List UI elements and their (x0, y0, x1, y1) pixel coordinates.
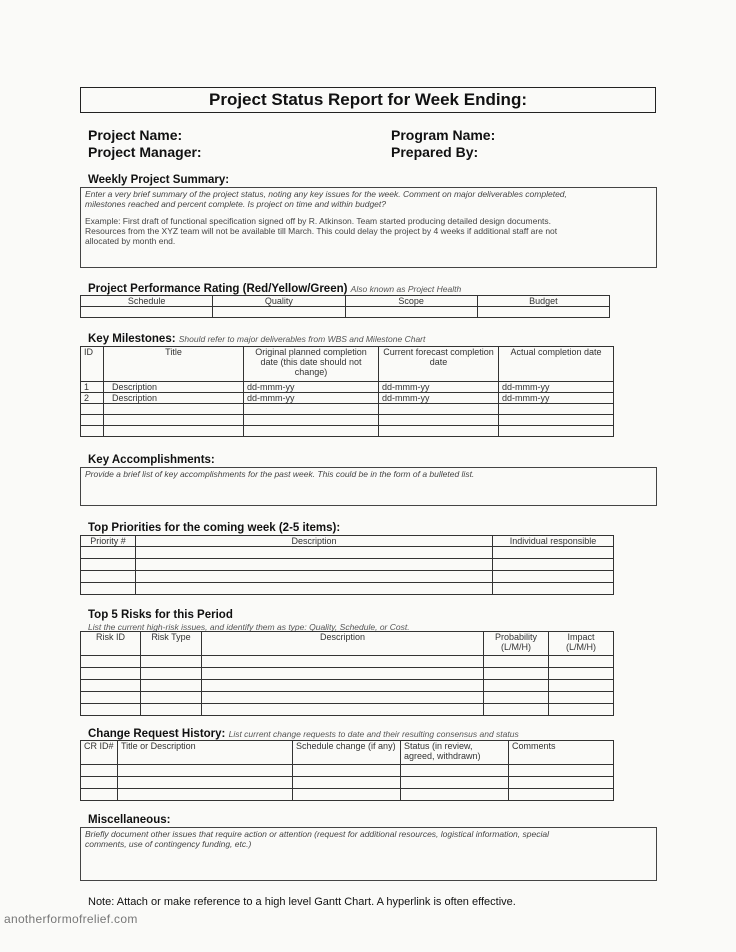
risks-note: List the current high-risk issues, and identify them as type: Quality, Schedule, or Cost. (88, 622, 410, 632)
ms-cell[interactable] (81, 404, 104, 415)
cr-cell[interactable] (509, 777, 614, 789)
risk-cell[interactable] (141, 692, 202, 704)
risk-cell[interactable] (81, 656, 141, 668)
table-row (81, 404, 614, 415)
ms-row2-planned[interactable]: dd-mmm-yy (244, 393, 379, 404)
risk-cell[interactable] (484, 704, 549, 716)
program-name-label: Program Name: (391, 127, 496, 143)
misc-heading: Miscellaneous: (88, 814, 171, 826)
risk-cell[interactable] (549, 704, 614, 716)
ms-col-actual: Actual completion date (499, 347, 614, 382)
ms-row1-actual[interactable]: dd-mmm-yy (499, 382, 614, 393)
cr-col-title: Title or Description (118, 741, 293, 765)
weekly-summary-box[interactable] (80, 187, 657, 268)
ms-cell[interactable] (244, 404, 379, 415)
cr-col-schedule: Schedule change (if any) (293, 741, 401, 765)
accomplishments-heading: Key Accomplishments: (88, 454, 215, 466)
risk-cell[interactable] (81, 692, 141, 704)
prio-cell[interactable] (136, 583, 493, 595)
risk-cell[interactable] (202, 668, 484, 680)
ms-cell[interactable] (104, 404, 244, 415)
risk-cell[interactable] (549, 680, 614, 692)
prio-cell[interactable] (81, 571, 136, 583)
cr-cell[interactable] (118, 765, 293, 777)
performance-heading-text: Project Performance Rating (Red/Yellow/Green) (88, 283, 348, 295)
ms-cell[interactable] (104, 426, 244, 437)
table-row (81, 777, 614, 789)
risk-cell[interactable] (202, 692, 484, 704)
ms-row1-planned[interactable]: dd-mmm-yy (244, 382, 379, 393)
ms-col-id: ID (81, 347, 104, 382)
perf-cell-budget[interactable] (477, 307, 609, 318)
risks-table (80, 631, 614, 716)
project-name-label: Project Name: (88, 127, 183, 143)
cr-cell[interactable] (293, 765, 401, 777)
perf-col-schedule: Schedule (81, 296, 213, 307)
prio-cell[interactable] (81, 583, 136, 595)
ms-cell[interactable] (379, 415, 499, 426)
prio-col-responsible: Individual responsible (493, 536, 614, 547)
cr-cell[interactable] (401, 765, 509, 777)
ms-cell[interactable] (104, 415, 244, 426)
table-row (81, 583, 614, 595)
accomplishments-text: Provide a brief list of key accomplishments for the past week. This could be in the form of a bulleted list. (85, 469, 475, 479)
prio-col-description: Description (136, 536, 493, 547)
table-row (81, 547, 614, 559)
ms-cell[interactable] (379, 426, 499, 437)
prio-cell[interactable] (493, 571, 614, 583)
weekly-summary-example2: Resources from the XYZ team will not be available till March. This could delay the project by 4 weeks if additional staff are not (85, 226, 558, 236)
risk-cell[interactable] (81, 668, 141, 680)
watermark: anotherformofrelief.com (4, 912, 138, 926)
prio-cell[interactable] (81, 559, 136, 571)
risk-col-type: Risk Type (141, 632, 202, 656)
cr-cell[interactable] (118, 789, 293, 801)
ms-row2-actual[interactable]: dd-mmm-yy (499, 393, 614, 404)
misc-line1: Briefly document other issues that require action or attention (request for additional resources, logistical information, special (85, 829, 549, 839)
change-requests-heading-text: Change Request History: (88, 728, 226, 740)
prio-cell[interactable] (136, 559, 493, 571)
perf-col-quality: Quality (213, 296, 345, 307)
risk-col-impact: Impact (L/M/H) (549, 632, 614, 656)
cr-cell[interactable] (81, 777, 118, 789)
ms-cell[interactable] (81, 415, 104, 426)
risk-cell[interactable] (484, 668, 549, 680)
table-row (81, 765, 614, 777)
prio-col-number: Priority # (81, 536, 136, 547)
risk-cell[interactable] (484, 692, 549, 704)
project-manager-label: Project Manager: (88, 144, 202, 160)
ms-col-title: Title (104, 347, 244, 382)
cr-cell[interactable] (81, 765, 118, 777)
ms-cell[interactable] (499, 426, 614, 437)
weekly-summary-line1: Enter a very brief summary of the project status, noting any key issues for the week. Comment on major deliverables completed, (85, 189, 567, 199)
weekly-summary-heading: Weekly Project Summary: (88, 174, 230, 186)
table-row (81, 415, 614, 426)
risk-cell[interactable] (81, 704, 141, 716)
table-row (81, 559, 614, 571)
cr-cell[interactable] (509, 765, 614, 777)
performance-table (80, 295, 610, 318)
table-row (81, 668, 614, 680)
ms-row2-id[interactable]: 2 (81, 393, 104, 404)
risk-cell[interactable] (484, 680, 549, 692)
risks-heading: Top 5 Risks for this Period (88, 609, 233, 621)
cr-cell[interactable] (293, 789, 401, 801)
cr-col-status: Status (in review, agreed, withdrawn) (401, 741, 509, 765)
risk-col-id: Risk ID (81, 632, 141, 656)
risk-cell[interactable] (141, 668, 202, 680)
risk-cell[interactable] (549, 656, 614, 668)
risk-cell[interactable] (141, 656, 202, 668)
ms-cell[interactable] (244, 415, 379, 426)
risk-cell[interactable] (202, 680, 484, 692)
ms-cell[interactable] (244, 426, 379, 437)
prio-cell[interactable] (493, 547, 614, 559)
ms-row1-forecast[interactable]: dd-mmm-yy (379, 382, 499, 393)
perf-cell-quality[interactable] (213, 307, 345, 318)
cr-cell[interactable] (401, 789, 509, 801)
misc-box[interactable] (80, 827, 657, 881)
risk-cell[interactable] (141, 680, 202, 692)
prepared-by-label: Prepared By: (391, 144, 479, 160)
weekly-summary-line2: milestones reached and percent complete. Is project on time and within budget? (85, 199, 386, 209)
risk-cell[interactable] (484, 656, 549, 668)
table-row (81, 680, 614, 692)
risk-cell[interactable] (202, 656, 484, 668)
perf-col-scope: Scope (345, 296, 477, 307)
ms-cell[interactable] (379, 404, 499, 415)
table-row (81, 571, 614, 583)
milestones-table (80, 346, 614, 437)
weekly-summary-example1: Example: First draft of functional specification signed off by R. Atkinson. Team started producing detailed design documents. (85, 216, 552, 226)
ms-row2-title[interactable]: Description (104, 393, 244, 404)
table-row (81, 656, 614, 668)
ms-col-planned: Original planned completion date (this date should not change) (244, 347, 379, 382)
cr-cell[interactable] (81, 789, 118, 801)
prio-cell[interactable] (136, 547, 493, 559)
footer-note: Note: Attach or make reference to a high level Gantt Chart. A hyperlink is often effective. (88, 896, 516, 908)
change-requests-table (80, 740, 614, 801)
risk-cell[interactable] (549, 692, 614, 704)
risk-col-probability: Probability (L/M/H) (484, 632, 549, 656)
table-row (81, 382, 614, 393)
risk-cell[interactable] (549, 668, 614, 680)
risk-cell[interactable] (202, 704, 484, 716)
ms-cell[interactable] (499, 415, 614, 426)
ms-cell[interactable] (81, 426, 104, 437)
weekly-summary-example3: allocated by month end. (85, 236, 176, 246)
table-row (81, 704, 614, 716)
risk-cell[interactable] (141, 704, 202, 716)
prio-cell[interactable] (81, 547, 136, 559)
misc-line2: comments, use of contingency funding, etc.) (85, 839, 252, 849)
priorities-heading: Top Priorities for the coming week (2-5 items): (88, 522, 341, 534)
cr-col-id: CR ID# (81, 741, 118, 765)
cr-cell[interactable] (293, 777, 401, 789)
risk-col-description: Description (202, 632, 484, 656)
cr-col-comments: Comments (509, 741, 614, 765)
prio-cell[interactable] (493, 559, 614, 571)
prio-cell[interactable] (493, 583, 614, 595)
report-title: Project Status Report for Week Ending: (80, 87, 656, 113)
cr-cell[interactable] (509, 789, 614, 801)
perf-col-budget: Budget (477, 296, 609, 307)
ms-cell[interactable] (499, 404, 614, 415)
ms-row1-title[interactable]: Description (104, 382, 244, 393)
risk-cell[interactable] (81, 680, 141, 692)
cr-cell[interactable] (118, 777, 293, 789)
perf-cell-schedule[interactable] (81, 307, 213, 318)
performance-note: Also known as Project Health (350, 284, 462, 294)
perf-cell-scope[interactable] (345, 307, 477, 318)
milestones-heading-text: Key Milestones: (88, 333, 176, 345)
cr-cell[interactable] (401, 777, 509, 789)
ms-row1-id[interactable]: 1 (81, 382, 104, 393)
table-row (81, 393, 614, 404)
prio-cell[interactable] (136, 571, 493, 583)
table-row (81, 426, 614, 437)
ms-col-forecast: Current forecast completion date (379, 347, 499, 382)
ms-row2-forecast[interactable]: dd-mmm-yy (379, 393, 499, 404)
change-requests-note: List current change requests to date and their resulting consensus and status (228, 729, 519, 739)
accomplishments-box[interactable] (80, 467, 657, 506)
table-row (81, 692, 614, 704)
milestones-heading (88, 333, 425, 346)
priorities-table (80, 535, 614, 595)
table-row (81, 789, 614, 801)
milestones-note: Should refer to major deliverables from WBS and Milestone Chart (178, 334, 426, 344)
